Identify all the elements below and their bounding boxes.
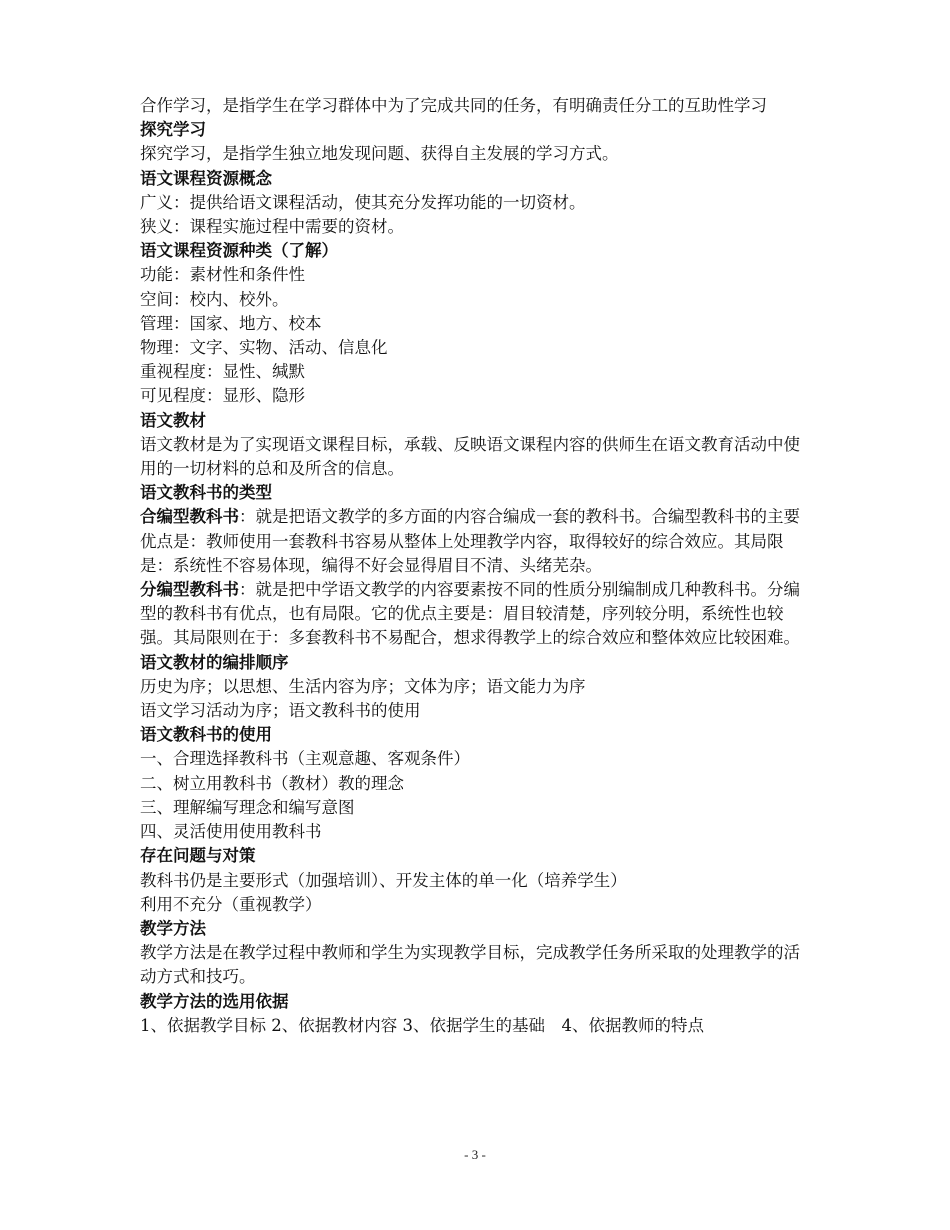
resource-concept-heading: 语文课程资源概念 <box>140 168 272 188</box>
resource-type-item: 空间：校内、校外。 <box>140 289 289 309</box>
resource-concept-narrow: 狭义：课程实施过程中需要的资材。 <box>140 217 404 237</box>
usage-item: 一、合理选择教科书（主观意趣、客观条件） <box>140 749 470 769</box>
arrangement-heading: 语文教材的编排顺序 <box>140 652 289 672</box>
combined-textbook-text: ：就是把语文教学的多方面的内容合编成一套的教科书。合编型教科书的主要优点是：教师使用一套教科书容易从整体上处理教学内容，取得较好的综合效应。其局限是：系统性不容易体现，编得不好会显得眉目不清、头绪芜杂。 <box>140 507 800 575</box>
resource-concept-broad: 广义：提供给语文课程活动，使其充分发挥功能的一切资材。 <box>140 192 586 212</box>
usage-item: 四、灵活使用使用教科书 <box>140 822 322 842</box>
problems-heading: 存在问题与对策 <box>140 846 256 866</box>
resource-type-item: 可见程度：显形、隐形 <box>140 386 305 406</box>
problem-item: 教科书仍是主要形式（加强培训）、开发主体的单一化（培养学生） <box>140 870 627 890</box>
separate-textbook-text: ：就是把中学语文教学的内容要素按不同的性质分别编制成几种教科书。分编型的教科书有优点，也有局限。它的优点主要是：眉目较清楚，序列较分明，系统性也较强。其局限则在于：多套教科书不易配合，想求得教学上的综合效应和整体效应比较困难。 <box>140 580 800 648</box>
cooperative-learning-text: 合作学习，是指学生在学习群体中为了完成共同的任务，有明确责任分工的互助性学习 <box>140 96 767 115</box>
inquiry-heading: 探究学习 <box>140 120 206 140</box>
combined-textbook-label: 合编型教科书 <box>140 507 239 527</box>
textbook-types-heading: 语文教科书的类型 <box>140 483 272 503</box>
usage-heading: 语文教科书的使用 <box>140 725 272 745</box>
inquiry-text: 探究学习，是指学生独立地发现问题、获得自主发展的学习方式。 <box>140 144 619 164</box>
separate-textbook-label: 分编型教科书 <box>140 580 239 600</box>
resource-types-heading: 语文课程资源种类（了解） <box>140 241 338 261</box>
method-basis-text: 1、依据教学目标 2、依据教材内容 3、依据学生的基础 4、依据教师的特点 <box>140 1015 704 1035</box>
resource-type-item: 管理：国家、地方、校本 <box>140 313 322 333</box>
combined-textbook-paragraph <box>140 505 815 578</box>
resource-type-item: 功能：素材性和条件性 <box>140 265 305 285</box>
arrangement-line: 历史为序；以思想、生活内容为序；文体为序；语文能力为序 <box>140 676 586 696</box>
separate-textbook-paragraph <box>140 578 815 651</box>
document-page <box>140 94 815 1038</box>
methods-heading: 教学方法 <box>140 918 206 938</box>
resource-type-item: 重视程度：显性、缄默 <box>140 362 305 382</box>
resource-type-item: 物理：文字、实物、活动、信息化 <box>140 338 388 358</box>
methods-text: 教学方法是在教学过程中教师和学生为实现教学目标，完成教学任务所采取的处理教学的活动方式和技巧。 <box>140 943 800 987</box>
usage-item: 二、树立用教科书（教材）教的理念 <box>140 773 404 793</box>
problem-item: 利用不充分（重视教学） <box>140 894 322 914</box>
textbook-materials-heading: 语文教材 <box>140 410 206 430</box>
textbook-materials-text: 语文教材是为了实现语文课程目标，承载、反映语文课程内容的供师生在语文教育活动中使用的一切材料的总和及所含的信息。 <box>140 434 800 479</box>
usage-item: 三、理解编写理念和编写意图 <box>140 797 355 817</box>
method-basis-heading: 教学方法的选用依据 <box>140 991 289 1011</box>
arrangement-line: 语文学习活动为序；语文教科书的使用 <box>140 701 421 721</box>
page-number: - 3 - <box>464 1147 486 1162</box>
